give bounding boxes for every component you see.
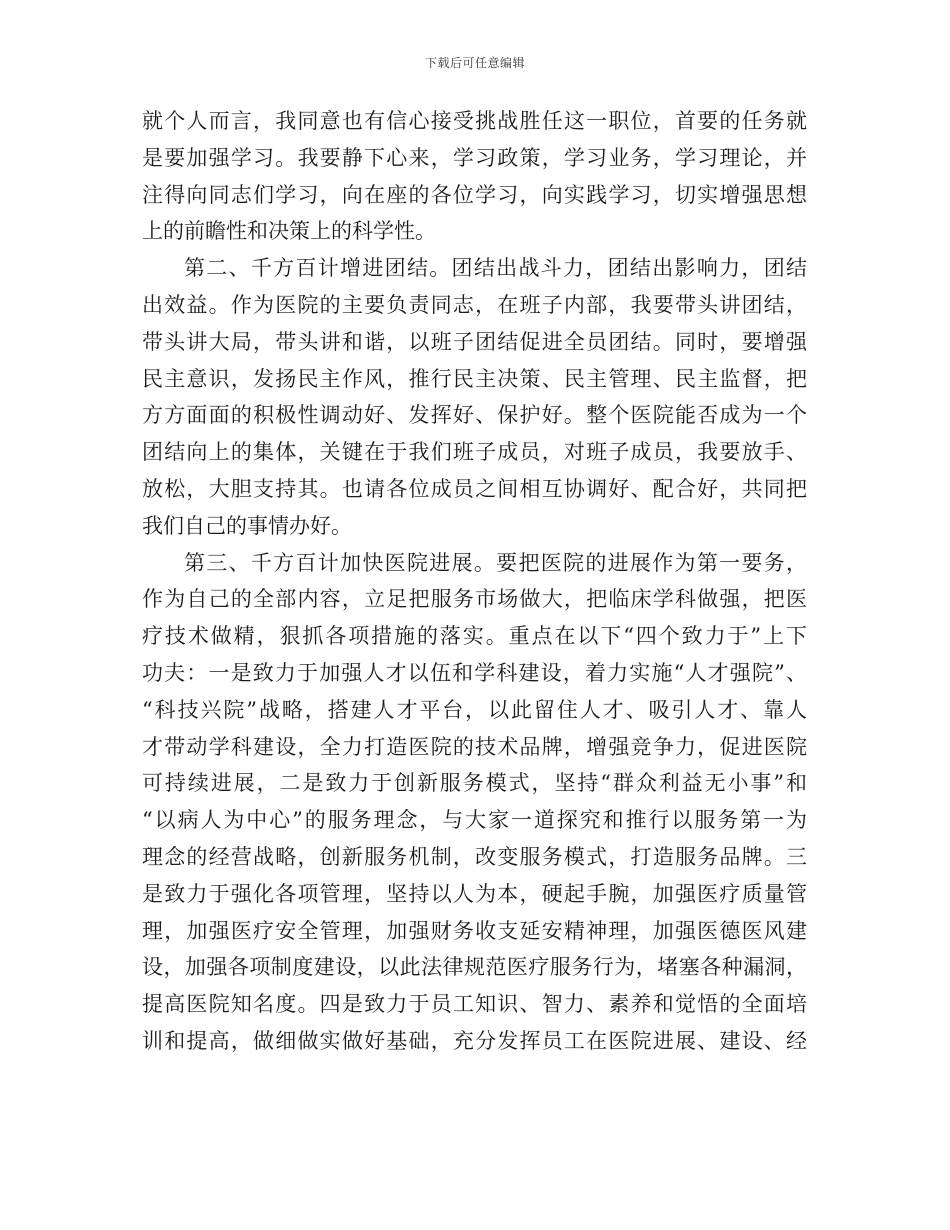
text-line: 可持续进展，二是致力于创新服务模式，坚持“群众利益无小事”和 — [142, 771, 807, 796]
paragraph-1 — [142, 103, 807, 250]
text-line: 第三、千方百计加快医院进展。要把医院的进展作为第一要务， — [184, 550, 807, 575]
text-line: 放松，大胆支持其。也请各位成员之间相互协调好、配合好，共同把 — [142, 476, 807, 501]
text-line: 理念的经营战略，创新服务机制，改变服务模式，打造服务品牌。三 — [142, 844, 807, 869]
text-line: 作为自己的全部内容，立足把服务市场做大，把临床学科做强，把医 — [142, 587, 807, 612]
text-line: 民主意识，发扬民主作风，推行民主决策、民主管理、民主监督，把 — [142, 366, 807, 391]
text-line: 我们自己的事情办好。 — [142, 513, 352, 538]
text-line: “以病人为中心”的服务理念，与大家一道探究和推行以服务第一为 — [142, 808, 807, 833]
text-line: 是要加强学习。我要静下心来，学习政策，学习业务，学习理论，并 — [142, 145, 807, 170]
text-line: 疗技术做精，狠抓各项措施的落实。重点在以下“四个致力于”上下 — [142, 624, 807, 649]
page-header: 下载后可任意编辑 — [424, 56, 525, 70]
text-line: 功夫：一是致力于加强人才以伍和学科建设，着力实施“人才强院”、 — [142, 660, 807, 685]
text-line: 设，加强各项制度建设，以此法律规范医疗服务行为，堵塞各种漏洞， — [142, 955, 807, 980]
text-line: 训和提高，做细做实做好基础，充分发挥员工在医院进展、建设、经 — [142, 1028, 807, 1053]
text-line: 第二、千方百计增进团结。团结出战斗力，团结出影响力，团结 — [184, 256, 807, 281]
text-line: 才带动学科建设，全力打造医院的技术品牌，增强竞争力，促进医院 — [142, 734, 807, 759]
paragraph-2 — [142, 250, 807, 544]
text-line: 带头讲大局，带头讲和谐，以班子团结促进全员团结。同时，要增强 — [142, 329, 807, 354]
text-line: 提高医院知名度。四是致力于员工知识、智力、素养和觉悟的全面培 — [142, 992, 807, 1017]
document-body — [142, 103, 807, 1060]
text-line: 就个人而言，我同意也有信心接受挑战胜任这一职位，首要的任务就 — [142, 109, 807, 133]
text-line: 注得向同志们学习，向在座的各位学习，向实践学习，切实增强思想 — [142, 182, 807, 207]
text-line: 方方面面的积极性调动好、发挥好、保护好。整个医院能否成为一个 — [142, 403, 807, 428]
text-line: 上的前瞻性和决策上的科学性。 — [142, 219, 436, 244]
text-line: 理，加强医疗安全管理，加强财务收支延安精神理，加强医德医风建 — [142, 918, 807, 943]
text-line: 团结向上的集体，关键在于我们班子成员，对班子成员，我要放手、 — [142, 440, 807, 465]
text-line: “科技兴院”战略，搭建人才平台，以此留住人才、吸引人才、靠人 — [142, 697, 807, 722]
text-line: 是致力于强化各项管理，坚持以人为本，硬起手腕，加强医疗质量管 — [142, 881, 807, 906]
text-line: 出效益。作为医院的主要负责同志，在班子内部，我要带头讲团结， — [142, 292, 807, 317]
paragraph-3 — [142, 545, 807, 1060]
